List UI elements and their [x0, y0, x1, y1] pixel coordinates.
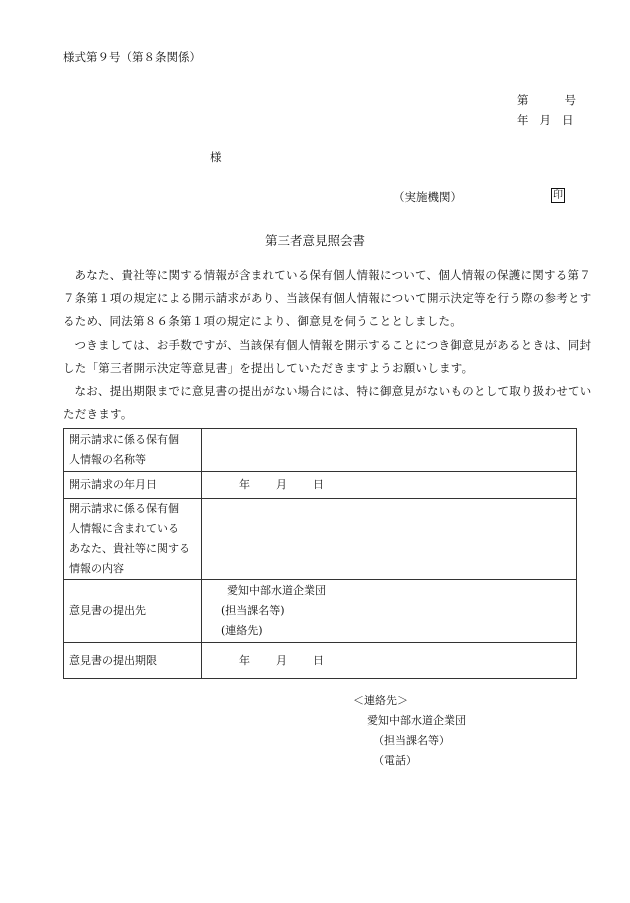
row-label-deadline	[64, 643, 202, 679]
table-row	[64, 643, 577, 679]
label-line: 開示請求に係る保有個	[69, 502, 179, 515]
row-label-submit-to	[64, 580, 202, 643]
date-month: 月	[276, 653, 287, 667]
table-row	[64, 472, 577, 499]
paragraph-3: なお、提出期限までに意見書の提出がない場合には、特に御意見がないものとして取り扱わせていただきます。	[63, 384, 592, 422]
contact-heading: ＜連絡先＞	[353, 694, 408, 707]
table-row	[64, 580, 577, 643]
label-line: 開示請求に係る保有個	[69, 433, 179, 446]
label-line: 意見書の提出先	[69, 604, 146, 617]
label-line: 人情報の名称等	[69, 453, 146, 466]
table-row	[64, 429, 577, 472]
date-day: 日	[313, 653, 324, 667]
document-number-line	[517, 90, 576, 110]
row-value-request-date[interactable]	[202, 472, 577, 499]
contact-org: 愛知中部水道企業団	[367, 714, 466, 727]
row-value-name[interactable]	[202, 429, 577, 472]
submit-org: 愛知中部水道企業団	[227, 584, 326, 597]
form-number: 様式第９号（第８条関係）	[63, 50, 201, 64]
document-title: 第三者意見照会書	[264, 233, 365, 248]
doc-number-prefix: 第	[517, 93, 529, 107]
contact-dept: （担当課名等）	[373, 734, 450, 747]
row-label-content	[64, 499, 202, 580]
label-line: 意見書の提出期限	[69, 653, 157, 667]
label-line: 人情報に含まれている	[69, 522, 179, 535]
body-text	[63, 264, 593, 426]
label-line: 開示請求の年月日	[69, 478, 157, 491]
date-year: 年	[517, 113, 529, 127]
date-day: 日	[313, 478, 324, 491]
row-label-name	[64, 429, 202, 472]
seal-mark: 印	[553, 190, 563, 201]
row-value-content[interactable]	[202, 499, 577, 580]
date-day: 日	[562, 113, 574, 127]
sender-label: （実施機関）	[393, 190, 462, 204]
contact-phone: （電話）	[373, 754, 417, 767]
submit-contact: (連絡先)	[221, 624, 263, 637]
date-month: 月	[539, 113, 551, 127]
date-year: 年	[239, 478, 250, 491]
row-label-request-date	[64, 472, 202, 499]
table-row	[64, 499, 577, 580]
paragraph-2: つきましては、お手数ですが、当該保有個人情報を開示することにつき御意見があるときは、同封した「第三者開示決定等意見書」を提出していただきますようお願いします。	[63, 337, 592, 375]
date-year: 年	[239, 653, 250, 667]
label-line: あなた、貴社等に関する	[69, 542, 190, 555]
addressee-suffix: 様	[210, 150, 222, 164]
contact-block	[353, 691, 466, 771]
date-line	[517, 110, 576, 130]
info-table	[63, 428, 577, 679]
date-month: 月	[276, 478, 287, 491]
label-line: 情報の内容	[69, 562, 124, 575]
row-value-submit-to[interactable]	[202, 580, 577, 643]
date-block	[517, 90, 576, 130]
doc-number-suffix: 号	[564, 93, 576, 107]
paragraph-1: あなた、貴社等に関する情報が含まれている保有個人情報について、個人情報の保護に関する第７７条第１項の規定による開示請求があり、当該保有個人情報について開示決定等を行う際の参考とするため、同法第８６条第１項の規定により、御意見を伺うこととしました。	[63, 268, 592, 329]
submit-dept: (担当課名等)	[221, 604, 285, 617]
row-value-deadline[interactable]	[202, 643, 577, 679]
